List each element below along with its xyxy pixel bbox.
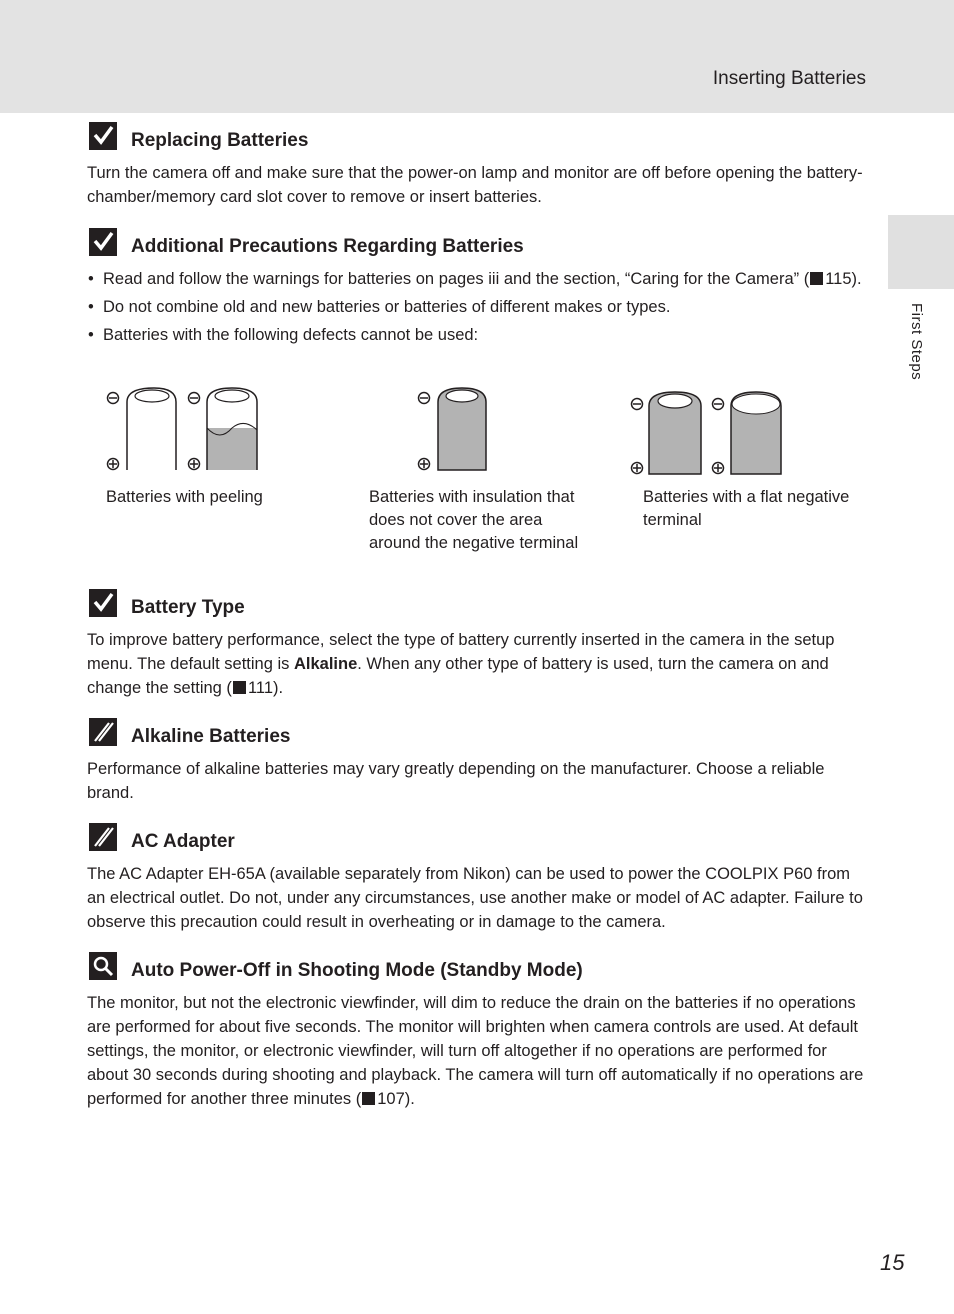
list-item: • Do not combine old and new batteries or batteries of different makes or types.: [87, 295, 867, 319]
section-text: Performance of alkaline batteries may vary greatly depending on the manufacturer. Choose a reliable brand.: [87, 760, 825, 802]
page-header-title: Inserting Batteries: [712, 68, 866, 89]
note-icon: [89, 823, 117, 851]
precautions-list: [87, 267, 867, 347]
figure-caption: Batteries with insulation that does not cover the area around the negative terminal: [369, 488, 579, 552]
checkmark-icon: [89, 589, 117, 617]
chapter-tab: [888, 215, 954, 289]
section-ac-adapter: [87, 821, 867, 934]
section-title: Replacing Batteries: [131, 130, 309, 151]
section-additional-precautions: [87, 226, 867, 351]
checkmark-icon: [89, 122, 117, 150]
section-auto-power-off: [87, 950, 867, 1111]
section-text: The monitor, but not the electronic viewfinder, will dim to reduce the drain on the batteries if no operations are performed for about five seconds. The monitor will brighten when camera controls are used. At default settings, the monitor, or electronic viewfinder, will turn off altogether if no operations are performed for about 30 seconds during shooting and playback. The camera will turn off automatically if no operations are performed for another three minutes ( 107).: [87, 994, 864, 1108]
section-title: Alkaline Batteries: [131, 726, 291, 747]
battery-peeling-illustration: [100, 382, 270, 474]
section-title: Auto Power-Off in Shooting Mode (Standby Mode): [131, 960, 583, 981]
section-alkaline-batteries: [87, 716, 867, 805]
battery-insulation-illustration: [412, 382, 492, 474]
magnifier-icon: [89, 952, 117, 980]
section-text: To improve battery performance, select the type of battery currently inserted in the camera in the setup menu. The default setting is Alkaline. When any other type of battery is used, turn the camera on and change the setting ( 111).: [87, 631, 835, 697]
section-replacing-batteries: [87, 120, 867, 209]
figure-caption: Batteries with peeling: [106, 488, 263, 506]
section-text: Turn the camera off and make sure that the power-on lamp and monitor are off before opening the battery-chamber/memory card slot cover to remove or insert batteries.: [87, 164, 863, 206]
list-item: • Batteries with the following defects cannot be used:: [87, 323, 867, 347]
chapter-tab-label: First Steps: [908, 303, 925, 381]
section-title: AC Adapter: [131, 831, 235, 852]
page-reference-icon: [233, 681, 246, 694]
checkmark-icon: [89, 228, 117, 256]
section-title: Battery Type: [131, 597, 245, 618]
page-reference-icon: [362, 1092, 375, 1105]
section-title: Additional Precautions Regarding Batteries: [131, 236, 524, 257]
section-text: The AC Adapter EH-65A (available separately from Nikon) can be used to power the COOLPIX P60 from an electrical outlet. Do not, under any circumstances, use another make or model of AC adapter. Failure to observe this precaution could result in overheating or in damage to the camera.: [87, 865, 863, 931]
note-icon: [89, 718, 117, 746]
list-item: • Read and follow the warnings for batteries on pages iii and the section, “Caring for the Camera” ( 115).: [87, 267, 867, 291]
header-band: [0, 0, 954, 113]
figure-caption: Batteries with a flat negative terminal: [643, 488, 850, 529]
page-reference-icon: [810, 272, 823, 285]
section-battery-type: [87, 587, 867, 700]
page-number: 15: [880, 1250, 905, 1275]
battery-flat-terminal-illustration: [626, 382, 786, 478]
